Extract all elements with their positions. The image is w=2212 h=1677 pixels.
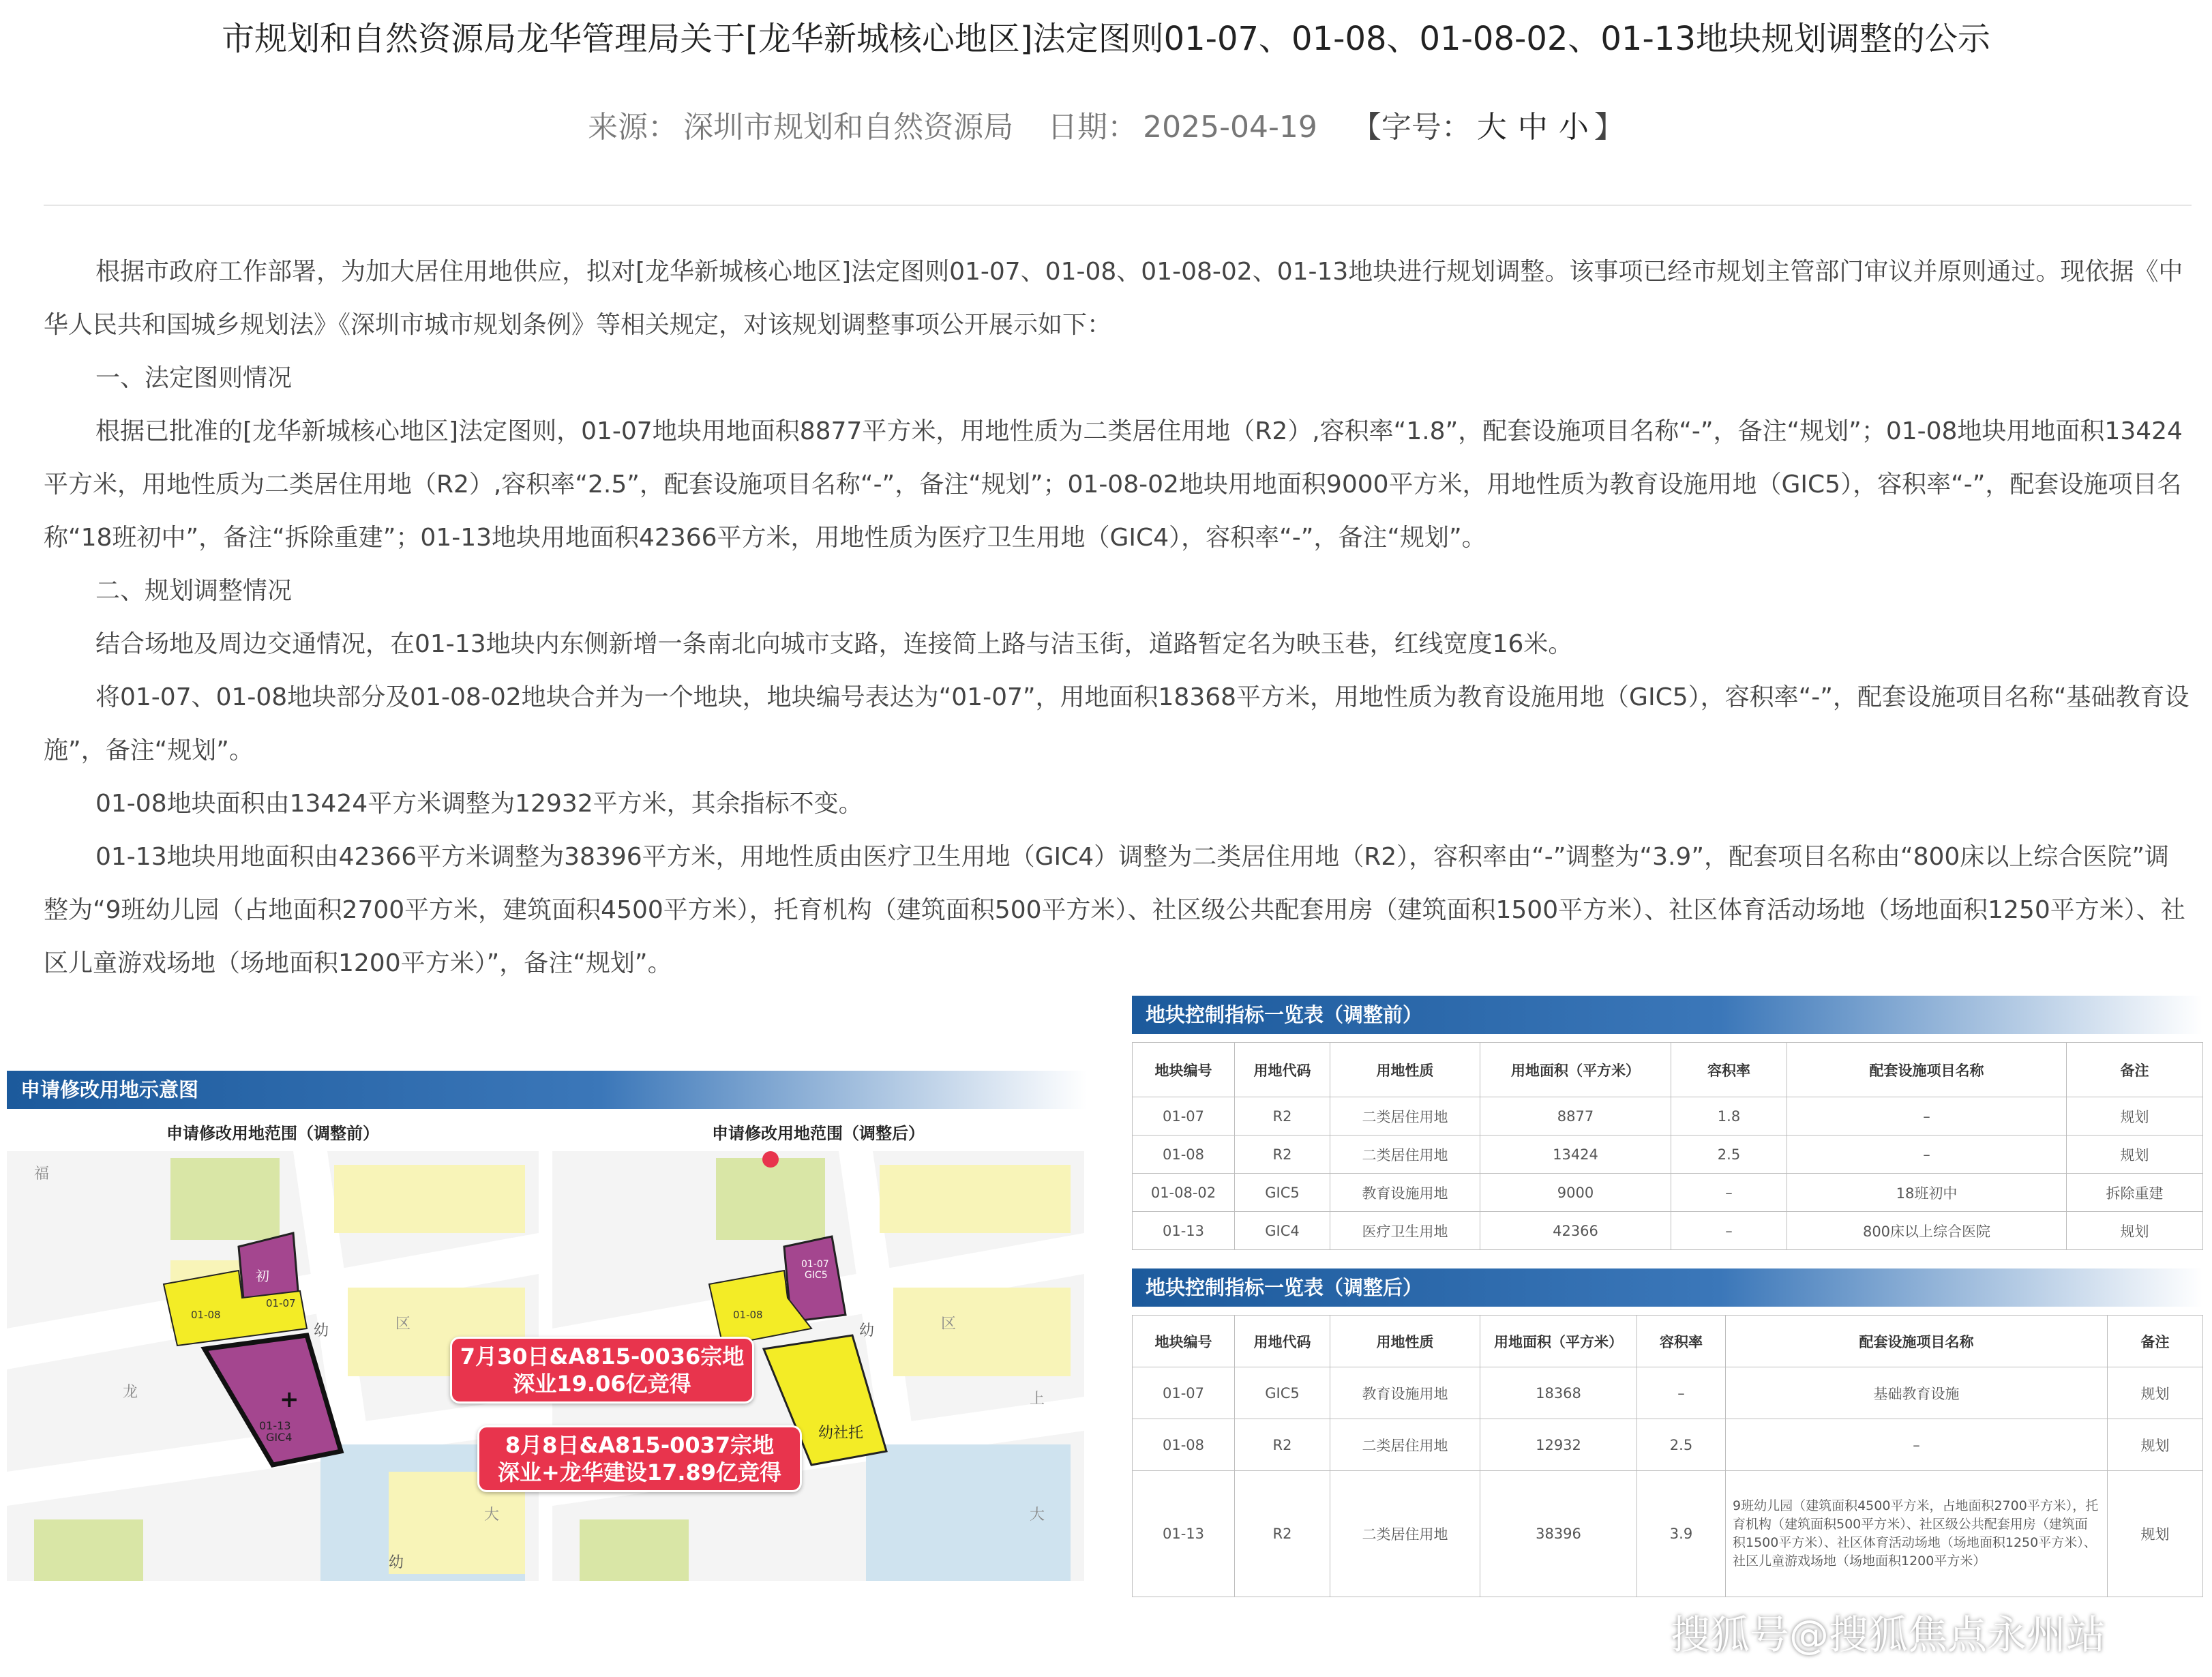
table-cell: 二类居住用地 bbox=[1330, 1136, 1480, 1174]
table-cell: 01-08 bbox=[1133, 1136, 1235, 1174]
table-cell: 二类居住用地 bbox=[1330, 1419, 1480, 1471]
font-size-small-button[interactable]: 小 bbox=[1558, 110, 1589, 145]
table-cell: 1.8 bbox=[1671, 1097, 1787, 1136]
column-header: 地块编号 bbox=[1133, 1316, 1235, 1367]
article-paragraph: 结合场地及周边交通情况，在01-13地块内东侧新增一条南北向城市支路，连接简上路与洁玉街，道路暂定名为映玉巷，红线宽度16米。 bbox=[95, 630, 1573, 658]
table-cell: 二类居住用地 bbox=[1330, 1097, 1480, 1136]
table-cell: 18368 bbox=[1480, 1367, 1637, 1419]
table-cell: – bbox=[1787, 1136, 2067, 1174]
table-row bbox=[1133, 1367, 2203, 1419]
table-row bbox=[1133, 1136, 2203, 1174]
svg-text:01-08: 01-08 bbox=[733, 1309, 763, 1321]
article-paragraph: 根据已批准的[龙华新城核心地区]法定图则，01-07地块用地面积8877平方米，用地性质为二类居住用地（R2）,容积率“1.8”，配套设施项目名称“-”，备注“规划”；01-08地块用地面积13424平方米，用地性质为二类居住用地（R2）,容积率“2.5”，配套设施项目名称“-”，备注“规划”；01-08-02地块用地面积9000平方米，用地性质为教育设施用地（GIC5），容积率“-”，配套设施项目名称“18班初中”，备注“拆除重建”；01-13地块用地面积42366平方米，用地性质为医疗卫生用地（GIC4），容积率“-”，备注“规划”。 bbox=[44, 417, 2183, 552]
svg-text:大: 大 bbox=[1030, 1507, 1045, 1524]
source: 来源： 深圳市规划和自然资源局 bbox=[588, 110, 1014, 145]
column-header: 容积率 bbox=[1671, 1043, 1787, 1097]
table-cell: 医疗卫生用地 bbox=[1330, 1212, 1480, 1250]
table-cell: GIC5 bbox=[1235, 1174, 1330, 1212]
svg-text:区: 区 bbox=[941, 1316, 957, 1333]
svg-text:上: 上 bbox=[1030, 1391, 1045, 1408]
table-cell: 2.5 bbox=[1637, 1419, 1726, 1471]
label-youtuo: 幼社托 bbox=[818, 1425, 864, 1442]
table-cell: 9班幼儿园（建筑面积4500平方米，占地面积2700平方米），托育机构（建筑面积500平方米）、社区级公共配套用房（建筑面积1500平方米）、社区体育活动场地（场地面积1250平方米）、社区儿童游戏场地（场地面积1200平方米） bbox=[1726, 1471, 2108, 1597]
table-after-header: 地块控制指标一览表（调整后） bbox=[1132, 1268, 2202, 1307]
column-header: 用地面积（平方米） bbox=[1480, 1043, 1671, 1097]
column-header: 用地面积（平方米） bbox=[1480, 1316, 1637, 1367]
article-meta bbox=[0, 102, 2212, 146]
column-header: 备注 bbox=[2108, 1316, 2203, 1367]
table-cell: 规划 bbox=[2067, 1212, 2203, 1250]
divider bbox=[44, 205, 2192, 206]
label-you: 幼 bbox=[314, 1322, 329, 1339]
article-paragraph: 01-13地块用地面积由42366平方米调整为38396平方米，用地性质由医疗卫生用地（GIC4）调整为二类居住用地（R2），容积率由“-”调整为“3.9”，配套项目名称由“800床以上综合医院”调整为“9班幼儿园（占地面积2700平方米，建筑面积4500平方米），托育机构（建筑面积500平方米）、社区级公共配套用房（建筑面积1500平方米）、社区体育活动场地（场地面积1250平方米）、社区儿童游戏场地（场地面积1200平方米）”，备注“规划”。 bbox=[44, 843, 2185, 977]
column-header: 地块编号 bbox=[1133, 1043, 1235, 1097]
table-row bbox=[1133, 1471, 2203, 1597]
table-cell: 3.9 bbox=[1637, 1471, 1726, 1597]
table-cell: 01-07 bbox=[1133, 1097, 1235, 1136]
table-cell: 规划 bbox=[2108, 1367, 2203, 1419]
label-cross: + bbox=[280, 1386, 299, 1413]
table-cell: 规划 bbox=[2108, 1419, 2203, 1471]
table-cell: 12932 bbox=[1480, 1419, 1637, 1471]
table-cell: 800床以上综合医院 bbox=[1787, 1212, 2067, 1250]
article-body bbox=[44, 246, 2192, 990]
table-cell: GIC5 bbox=[1235, 1367, 1330, 1419]
svg-text:区: 区 bbox=[395, 1316, 411, 1333]
map-before-title: 申请修改用地范围（调整前） bbox=[166, 1124, 379, 1143]
column-header: 容积率 bbox=[1637, 1316, 1726, 1367]
table-after-panel bbox=[1132, 1268, 2202, 1597]
map-panel bbox=[7, 1071, 1087, 1582]
map-after-title: 申请修改用地范围（调整后） bbox=[712, 1124, 925, 1143]
table-cell: R2 bbox=[1235, 1471, 1330, 1597]
table-cell: – bbox=[1671, 1212, 1787, 1250]
svg-text:大: 大 bbox=[484, 1507, 500, 1524]
table-row bbox=[1133, 1174, 2203, 1212]
table-after bbox=[1132, 1315, 2203, 1597]
watermark: 搜狐号@搜狐焦点永州站 bbox=[1671, 1612, 2106, 1658]
table-cell: 38396 bbox=[1480, 1471, 1637, 1597]
svg-text:幼: 幼 bbox=[389, 1554, 404, 1571]
svg-text:幼: 幼 bbox=[859, 1322, 875, 1339]
table-cell: 01-13 bbox=[1133, 1471, 1235, 1597]
table-cell: GIC4 bbox=[1235, 1212, 1330, 1250]
table-cell: 01-13 bbox=[1133, 1212, 1235, 1250]
table-cell: 基础教育设施 bbox=[1726, 1367, 2108, 1419]
table-cell: 01-08-02 bbox=[1133, 1174, 1235, 1212]
table-cell: 拆除重建 bbox=[2067, 1174, 2203, 1212]
column-header: 备注 bbox=[2067, 1043, 2203, 1097]
column-header: 用地性质 bbox=[1330, 1043, 1480, 1097]
table-row bbox=[1133, 1097, 2203, 1136]
label-0113: 01-13 bbox=[259, 1419, 291, 1432]
svg-text:01-08: 01-08 bbox=[191, 1309, 221, 1321]
table-cell: – bbox=[1637, 1367, 1726, 1419]
table-row bbox=[1133, 1212, 2203, 1250]
column-header: 用地代码 bbox=[1235, 1043, 1330, 1097]
table-cell: – bbox=[1671, 1174, 1787, 1212]
svg-text:01-07: 01-07 bbox=[266, 1297, 296, 1309]
date: 日期： 2025-04-19 bbox=[1047, 110, 1317, 145]
font-size-medium-button[interactable]: 中 bbox=[1517, 110, 1548, 145]
table-cell: 01-07 bbox=[1133, 1367, 1235, 1419]
column-header: 用地代码 bbox=[1235, 1316, 1330, 1367]
article-paragraph: 根据市政府工作部署，为加大居住用地供应，拟对[龙华新城核心地区]法定图则01-07、01-08、01-08-02、01-13地块进行规划调整。该事项已经市规划主管部门审议并原则通过。现依据《中华人民共和国城乡规划法》《深圳市城市规划条例》等相关规定，对该规划调整事项公开展示如下： bbox=[44, 258, 2183, 339]
article-paragraph: 将01-07、01-08地块部分及01-08-02地块合并为一个地块，地块编号表达为“01-07”，用地面积18368平方米，用地性质为教育设施用地（GIC5），容积率“-”，配套设施项目名称“基础教育设施”，备注“规划”。 bbox=[44, 683, 2189, 765]
table-cell: 规划 bbox=[2108, 1471, 2203, 1597]
table-cell: – bbox=[1787, 1097, 2067, 1136]
table-cell: R2 bbox=[1235, 1419, 1330, 1471]
label-chu: 初 bbox=[256, 1268, 269, 1284]
table-before-panel bbox=[1132, 996, 2202, 1250]
column-header: 配套设施项目名称 bbox=[1787, 1043, 2067, 1097]
table-cell: 42366 bbox=[1480, 1212, 1671, 1250]
article-paragraph: 01-08地块面积由13424平方米调整为12932平方米，其余指标不变。 bbox=[95, 790, 863, 818]
table-cell: 二类居住用地 bbox=[1330, 1471, 1480, 1597]
table-cell: 13424 bbox=[1480, 1136, 1671, 1174]
auction-callout-1: 7月30日&A815-0036宗地 深业19.06亿竞得 bbox=[450, 1337, 754, 1404]
section-heading: 二、规划调整情况 bbox=[95, 577, 293, 605]
svg-text:龙: 龙 bbox=[123, 1384, 138, 1401]
table-before-header: 地块控制指标一览表（调整前） bbox=[1132, 996, 2202, 1034]
svg-text:福: 福 bbox=[34, 1166, 50, 1183]
column-header: 用地性质 bbox=[1330, 1316, 1480, 1367]
map-panel-header: 申请修改用地示意图 bbox=[7, 1071, 1087, 1109]
table-cell: 教育设施用地 bbox=[1330, 1174, 1480, 1212]
table-cell: 规划 bbox=[2067, 1136, 2203, 1174]
table-cell: 教育设施用地 bbox=[1330, 1367, 1480, 1419]
table-cell: R2 bbox=[1235, 1097, 1330, 1136]
font-size-large-button[interactable]: 大 bbox=[1476, 110, 1507, 145]
section-heading: 一、法定图则情况 bbox=[95, 364, 293, 392]
table-cell: 规划 bbox=[2067, 1097, 2203, 1136]
table-cell: 01-08 bbox=[1133, 1419, 1235, 1471]
svg-text:01-07: 01-07 bbox=[801, 1259, 829, 1270]
page-title: 市规划和自然资源局龙华管理局关于[龙华新城核心地区]法定图则01-07、01-08、01-08-02、01-13地块规划调整的公示 bbox=[222, 20, 1990, 58]
svg-text:GIC5: GIC5 bbox=[805, 1270, 828, 1281]
table-cell: R2 bbox=[1235, 1136, 1330, 1174]
svg-text:GIC4: GIC4 bbox=[266, 1431, 293, 1444]
table-cell: 2.5 bbox=[1671, 1136, 1787, 1174]
table-cell: – bbox=[1726, 1419, 2108, 1471]
table-row bbox=[1133, 1419, 2203, 1471]
auction-callout-2: 8月8日&A815-0037宗地 深业+龙华建设17.89亿竞得 bbox=[477, 1425, 802, 1492]
column-header: 配套设施项目名称 bbox=[1726, 1316, 2108, 1367]
table-cell: 9000 bbox=[1480, 1174, 1671, 1212]
table-cell: 18班初中 bbox=[1787, 1174, 2067, 1212]
table-cell: 8877 bbox=[1480, 1097, 1671, 1136]
font-size-switcher: 【字号： 大 中 小 】 bbox=[1351, 110, 1624, 145]
table-before bbox=[1132, 1042, 2203, 1250]
